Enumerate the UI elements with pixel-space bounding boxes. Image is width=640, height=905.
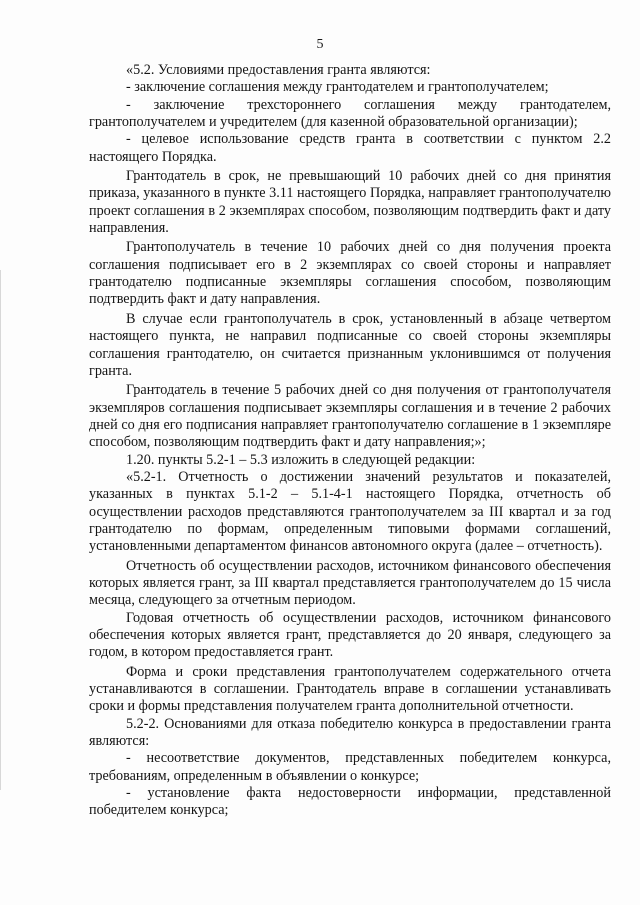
scan-edge-line (0, 270, 1, 790)
paragraph-condition-agreement: - заключение соглашения между грантодателем и грантополучателем; (126, 79, 549, 96)
paragraph-refusal-inaccuracy: - установление факта недостоверности информации, представленной победителем конкурса; (89, 785, 611, 819)
paragraph-annual-reporting: Годовая отчетность об осуществлении расходов, источником финансового обеспечения которых является грант, представляется до 20 января, следующего за годом, в котором предоставляется грант. (89, 609, 611, 661)
paragraph-content-report: Форма и сроки представления грантополучателем содержательного отчета устанавливаются в соглашении. Грантодатель вправе в соглашении устанавливать сроки и формы представления получателем гранта дополнительной отчетности. (89, 663, 611, 715)
paragraph-recipient-evasion: В случае если грантополучатель в срок, установленный в абзаце четвертом настоящего пункта, не направил подписанные со своей стороны экземпляры соглашения грантодателю, он считается признанным уклонившимся от получения гранта. (89, 310, 611, 379)
paragraph-grantor-sends-draft: Грантодатель в срок, не превышающий 10 рабочих дней со дня принятия приказа, указанного в пункте 3.11 настоящего Порядка, направляет грантополучателю проект соглашения в 2 экземплярах способом, позволяющим подтвердить факт и дату направления. (89, 168, 611, 237)
paragraph-conditions-heading: «5.2. Условиями предоставления гранта являются: (126, 62, 431, 78)
paragraph-condition-tripartite: - заключение трехстороннего соглашения между грантодателем, грантополучателем и учредителем (для казенной образовательной организации); (89, 96, 611, 131)
paragraph-q3-reporting: Отчетность об осуществлении расходов, источником финансового обеспечения которых является грант, за III квартал представляется грантополучателем до 15 числа месяца, следующего за отчетным периодом. (89, 557, 611, 609)
document-body (89, 62, 611, 820)
paragraph-refusal-documents: - несоответствие документов, представленных победителем конкурса, требованиям, определенным в объявлении о конкурсе; (89, 750, 611, 784)
paragraph-5-2-2-refusal: 5.2-2. Основаниями для отказа победителю конкурса в предоставлении гранта являются: (89, 715, 611, 750)
paragraph-grantor-signs: Грантодатель в течение 5 рабочих дней со дня получения от грантополучателя экземпляров соглашения подписывает экземпляры соглашения и в течение 2 рабочих дней со дня его подписания направляет грантополучателю соглашение в 1 экземпляре способом, позволяющим подтвердить факт и дату направления;»; (89, 382, 611, 451)
paragraph-recipient-signs: Грантополучатель в течение 10 рабочих дней со дня получения проекта соглашения подписывает его в 2 экземплярах со своей стороны и направляет грантодателю подписанные экземпляры соглашения способом, позволяющим подтвердить факт и дату направления. (89, 239, 611, 308)
paragraph-condition-target-use: - целевое использование средств гранта в соответствии с пунктом 2.2 настоящего Порядка. (89, 131, 611, 165)
page-number: 5 (316, 37, 324, 52)
paragraph-item-1-20: 1.20. пункты 5.2-1 – 5.3 изложить в следующей редакции: (126, 451, 476, 468)
paragraph-5-2-1-reporting: «5.2-1. Отчетность о достижении значений результатов и показателей, указанных в пунктах 5.1-2 – 5.1-4-1 настоящего Порядка, отчетность об осуществлении расходов представляются грантополучателем за III квартал и за год грантодателю по формам, определенным типовыми формами соглашений, установленными департаментом финансов автономного округа (далее – отчетность). (89, 468, 611, 555)
